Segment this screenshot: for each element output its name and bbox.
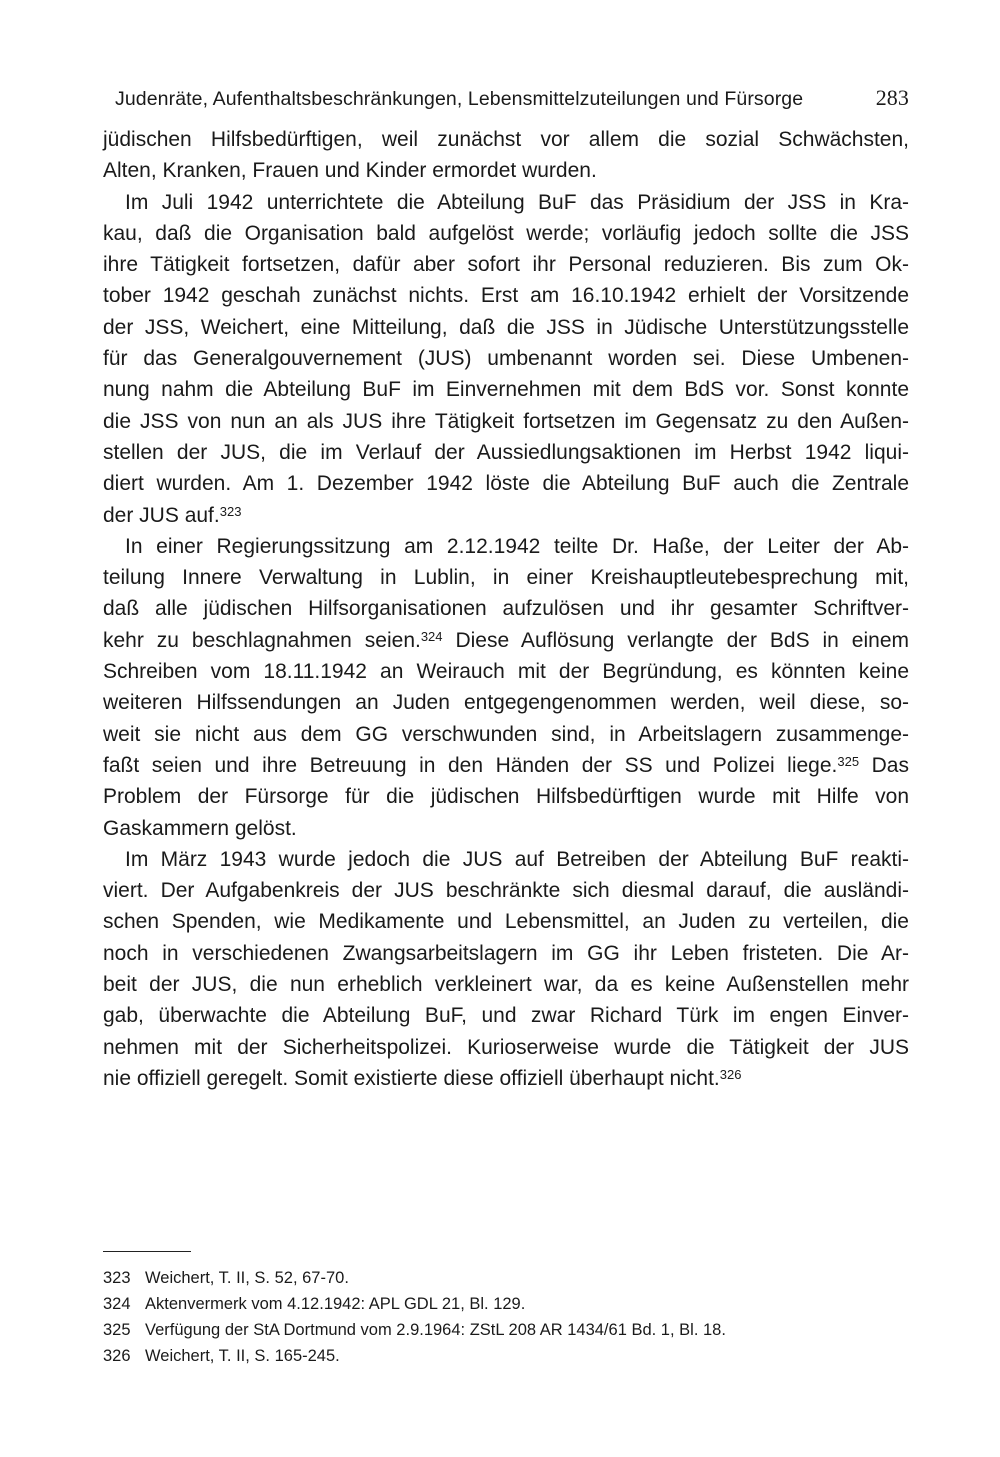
text-line: tober 1942 geschah zunächst nichts. Erst am 16.10.1942 erhielt der Vorsitzende — [103, 284, 909, 308]
text-fragment: kehr zu beschlagnahmen seien. — [103, 628, 421, 652]
text-line — [103, 625, 909, 656]
footnote — [103, 1265, 909, 1291]
text-fragment: In einer Regierungssitzung am 2.12.1942 teilte Dr. Haße, der Leiter der Ab- — [125, 534, 909, 558]
text-line: nung nahm die Abteilung BuF im Einvernehmen mit dem BdS vor. Sonst konnte — [103, 378, 909, 402]
text-fragment: faßt seien und ihre Betreuung in den Händen der SS und Polizei liege. — [103, 753, 838, 777]
page-body — [103, 80, 909, 1094]
text-line: die JSS von nun an als JUS ihre Tätigkeit fortsetzen im Gegensatz zu den Außen- — [103, 409, 909, 433]
text-fragment: Das — [859, 753, 909, 777]
running-head — [103, 80, 909, 124]
footnote-ref[interactable]: 324 — [420, 628, 443, 644]
text-line: für das Generalgouvernement (JUS) umbenannt worden sei. Diese Umbenen- — [103, 347, 909, 371]
text-fragment: nie offiziell geregelt. Somit existierte diese offiziell überhaupt nicht. — [103, 1066, 720, 1090]
footnotes — [103, 1265, 909, 1369]
text-fragment: weiteren Hilfssendungen an Juden entgegengenommen werden, weil diese, so- — [103, 691, 909, 715]
text-line: diert wurden. Am 1. Dezember 1942 löste die Abteilung BuF auch die Zentrale — [103, 472, 909, 496]
text-line: jüdischen Hilfsbedürftigen, weil zunächst vor allem die sozial Schwächsten, — [103, 128, 909, 151]
footnote-ref[interactable]: 323 — [219, 503, 242, 519]
text-line — [103, 781, 909, 812]
text-line — [103, 750, 909, 781]
text-line: Im März 1943 wurde jedoch die JUS auf Betreiben der Abteilung BuF reakti- — [125, 847, 909, 871]
footnote-number: 323 — [103, 1269, 131, 1287]
footnote-number: 324 — [103, 1295, 131, 1313]
text-line: noch in verschiedenen Zwangsarbeitslagern im GG ihr Leben fristeten. Die Ar- — [103, 941, 909, 965]
text-line: schen Spenden, wie Medikamente und Lebensmittel, an Juden zu verteilen, die — [103, 910, 909, 934]
footnote-number: 326 — [103, 1347, 131, 1365]
footnote-rule — [103, 1251, 191, 1252]
text-fragment: Schreiben vom 18.11.1942 an Weirauch mit der Begründung, es könnten keine — [103, 660, 909, 684]
text-line: der JSS, Weichert, eine Mitteilung, daß die JSS in Jüdische Unterstützungsstelle — [103, 315, 909, 339]
footnote — [103, 1343, 909, 1369]
page-number: 283 — [875, 85, 909, 110]
text-line: viert. Der Aufgabenkreis der JUS beschränkte sich diesmal darauf, die ausländi- — [103, 879, 909, 903]
running-title: Judenräte, Aufenthaltsbeschränkungen, Lebensmittelzuteilungen und Fürsorge — [115, 88, 804, 110]
paragraph — [103, 187, 909, 531]
text-line — [103, 562, 909, 593]
text-line — [103, 593, 909, 624]
paragraph — [103, 531, 909, 844]
text-line: Alten, Kranken, Frauen und Kinder ermordet wurden. — [103, 159, 597, 183]
text-line — [103, 500, 909, 531]
footnote — [103, 1291, 909, 1317]
text-line: beit der JUS, die nun erheblich verkleinert war, da es keine Außenstellen mehr — [103, 973, 909, 997]
text-line — [103, 813, 909, 844]
footnote-number: 325 — [103, 1321, 131, 1339]
footnote — [103, 1317, 909, 1343]
footnote-text: Weichert, T. II, S. 52, 67-70. — [145, 1269, 349, 1287]
text-line — [103, 531, 909, 562]
text-line — [103, 687, 909, 718]
paragraph — [103, 124, 909, 187]
footnote-text: Verfügung der StA Dortmund vom 2.9.1964: ZStL 208 AR 1434/61 Bd. 1, Bl. 18. — [145, 1321, 726, 1339]
text-line: Im Juli 1942 unterrichtete die Abteilung BuF das Präsidium der JSS in Kra- — [125, 190, 909, 214]
text-fragment: teilung Innere Verwaltung in Lublin, in einer Kreishauptleutebesprechung mit, — [103, 566, 909, 590]
text-fragment: daß alle jüdischen Hilfsorganisationen aufzulösen und ihr gesamter Schriftver- — [103, 597, 909, 621]
text-fragment: der JUS auf. — [103, 503, 220, 527]
text-line: gab, überwachte die Abteilung BuF, und zwar Richard Türk im engen Einver- — [103, 1004, 909, 1028]
text-line: stellen der JUS, die im Verlauf der Aussiedlungsaktionen im Herbst 1942 liqui- — [103, 440, 909, 464]
text-fragment: Problem der Fürsorge für die jüdischen Hilfsbedürftigen wurde mit Hilfe von — [103, 785, 909, 809]
footnote-ref[interactable]: 326 — [719, 1066, 742, 1082]
paragraph — [103, 844, 909, 1094]
text-fragment: Gaskammern gelöst. — [103, 816, 297, 840]
text-fragment: weit sie nicht aus dem GG verschwunden sind, in Arbeitslagern zusammenge- — [103, 722, 909, 746]
text-line — [103, 1063, 909, 1094]
text-line: nehmen mit der Sicherheitspolizei. Kurioserweise wurde die Tätigkeit der JUS — [103, 1035, 909, 1059]
footnote-text: Weichert, T. II, S. 165-245. — [145, 1347, 340, 1365]
main-text — [103, 124, 909, 1094]
text-line — [103, 656, 909, 687]
text-fragment: Diese Auflösung verlangte der BdS in einem — [442, 628, 909, 652]
text-line: kau, daß die Organisation bald aufgelöst werde; vorläufig jedoch sollte die JSS — [103, 221, 909, 245]
text-line: ihre Tätigkeit fortsetzen, dafür aber sofort ihr Personal reduzieren. Bis zum Ok- — [103, 253, 909, 277]
footnote-ref[interactable]: 325 — [837, 753, 860, 769]
footnote-text: Aktenvermerk vom 4.12.1942: APL GDL 21, Bl. 129. — [145, 1295, 526, 1313]
text-line — [103, 719, 909, 750]
